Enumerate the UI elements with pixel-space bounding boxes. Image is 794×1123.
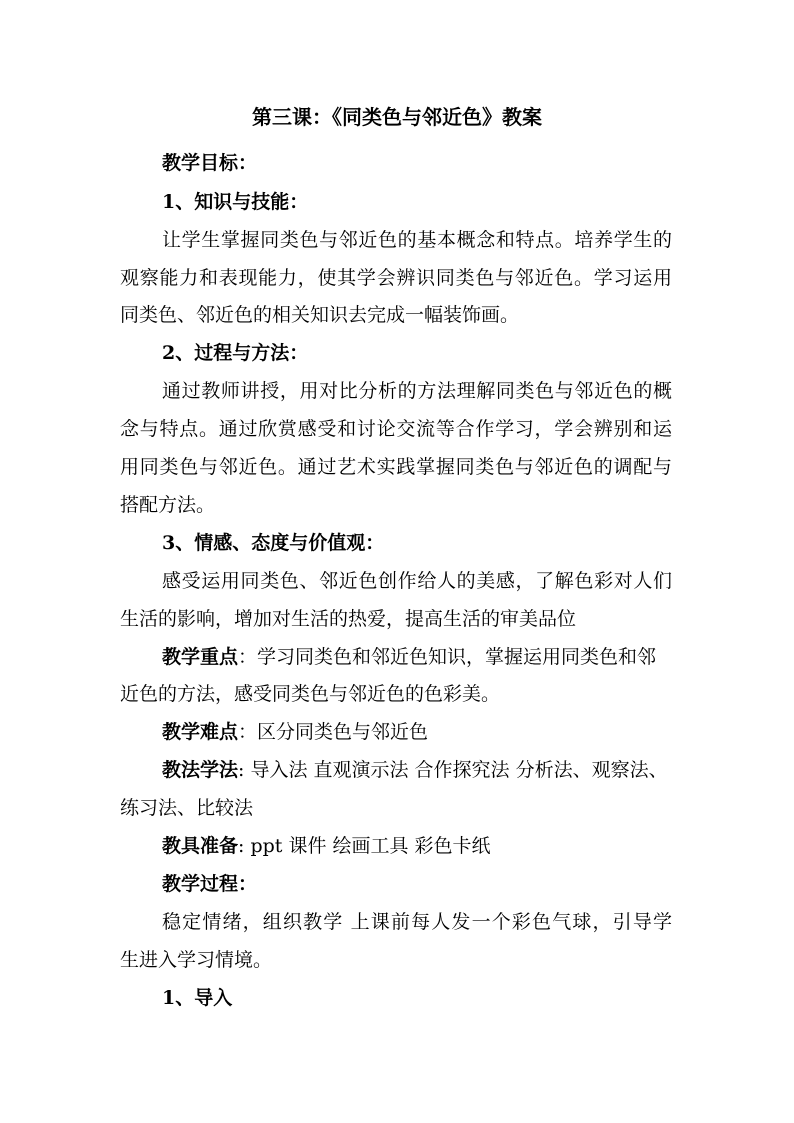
objectives-heading: 教学目标： [162,152,258,174]
difficulty-line [162,716,428,748]
emotion-heading: 3、情感、态度与价值观： [162,532,385,554]
emotion-line-2: 生活的影响，增加对生活的热爱，提高生活的审美品位 [120,608,577,630]
materials-label: 教具准备 [162,835,239,857]
process-line-3: 用同类色与邻近色。通过艺术实践掌握同类色与邻近色的调配与 [120,456,672,478]
process-line-1: 通过教师讲授，用对比分析的方法理解同类色与邻近色的概 [162,380,672,402]
materials-line [162,830,491,862]
knowledge-line-1: 让学生掌握同类色与邻近色的基本概念和特点。培养学生的 [162,229,672,251]
procedure-line-1: 稳定情绪，组织教学 上课前每人发一个彩色气球，引导学 [162,911,672,933]
key-points-line-1 [162,641,656,673]
knowledge-line-2: 观察能力和表现能力，使其学会辨识同类色与邻近色。学习运用 [120,267,672,289]
methods-text-1: : 导入法 直观演示法 合作探究法 分析法、观察法、 [238,759,668,781]
procedure-line-2: 生进入学习情境。 [120,949,273,971]
difficulty-text: ：区分同类色与邻近色 [238,721,429,743]
process-line-2: 念与特点。通过欣赏感受和讨论交流等合作学习，学会辨别和运 [120,418,672,440]
materials-text: : ppt 课件 绘画工具 彩色卡纸 [238,835,491,857]
methods-line-2: 练习法、比较法 [120,797,254,819]
process-line-4: 搭配方法。 [120,494,216,516]
key-points-line-2: 近色的方法，感受同类色与邻近色的色彩美。 [120,683,501,705]
intro-heading: 1、导入 [162,987,233,1009]
knowledge-line-3: 同类色、邻近色的相关知识去完成一幅装饰画。 [120,304,520,326]
document-title: 第三课：《同类色与邻近色》教案 [252,105,542,129]
process-heading: 2、过程与方法： [162,342,309,364]
knowledge-heading: 1、知识与技能： [162,191,309,213]
difficulty-label: 教学难点 [162,721,239,743]
key-points-text-1: ：学习同类色和邻近色知识，掌握运用同类色和邻 [238,646,657,668]
methods-line-1 [162,754,668,786]
methods-label: 教法学法 [162,759,239,781]
procedure-heading: 教学过程： [162,873,258,895]
emotion-line-1: 感受运用同类色、邻近色创作给人的美感，了解色彩对人们 [162,570,672,592]
key-points-label: 教学重点 [162,646,239,668]
